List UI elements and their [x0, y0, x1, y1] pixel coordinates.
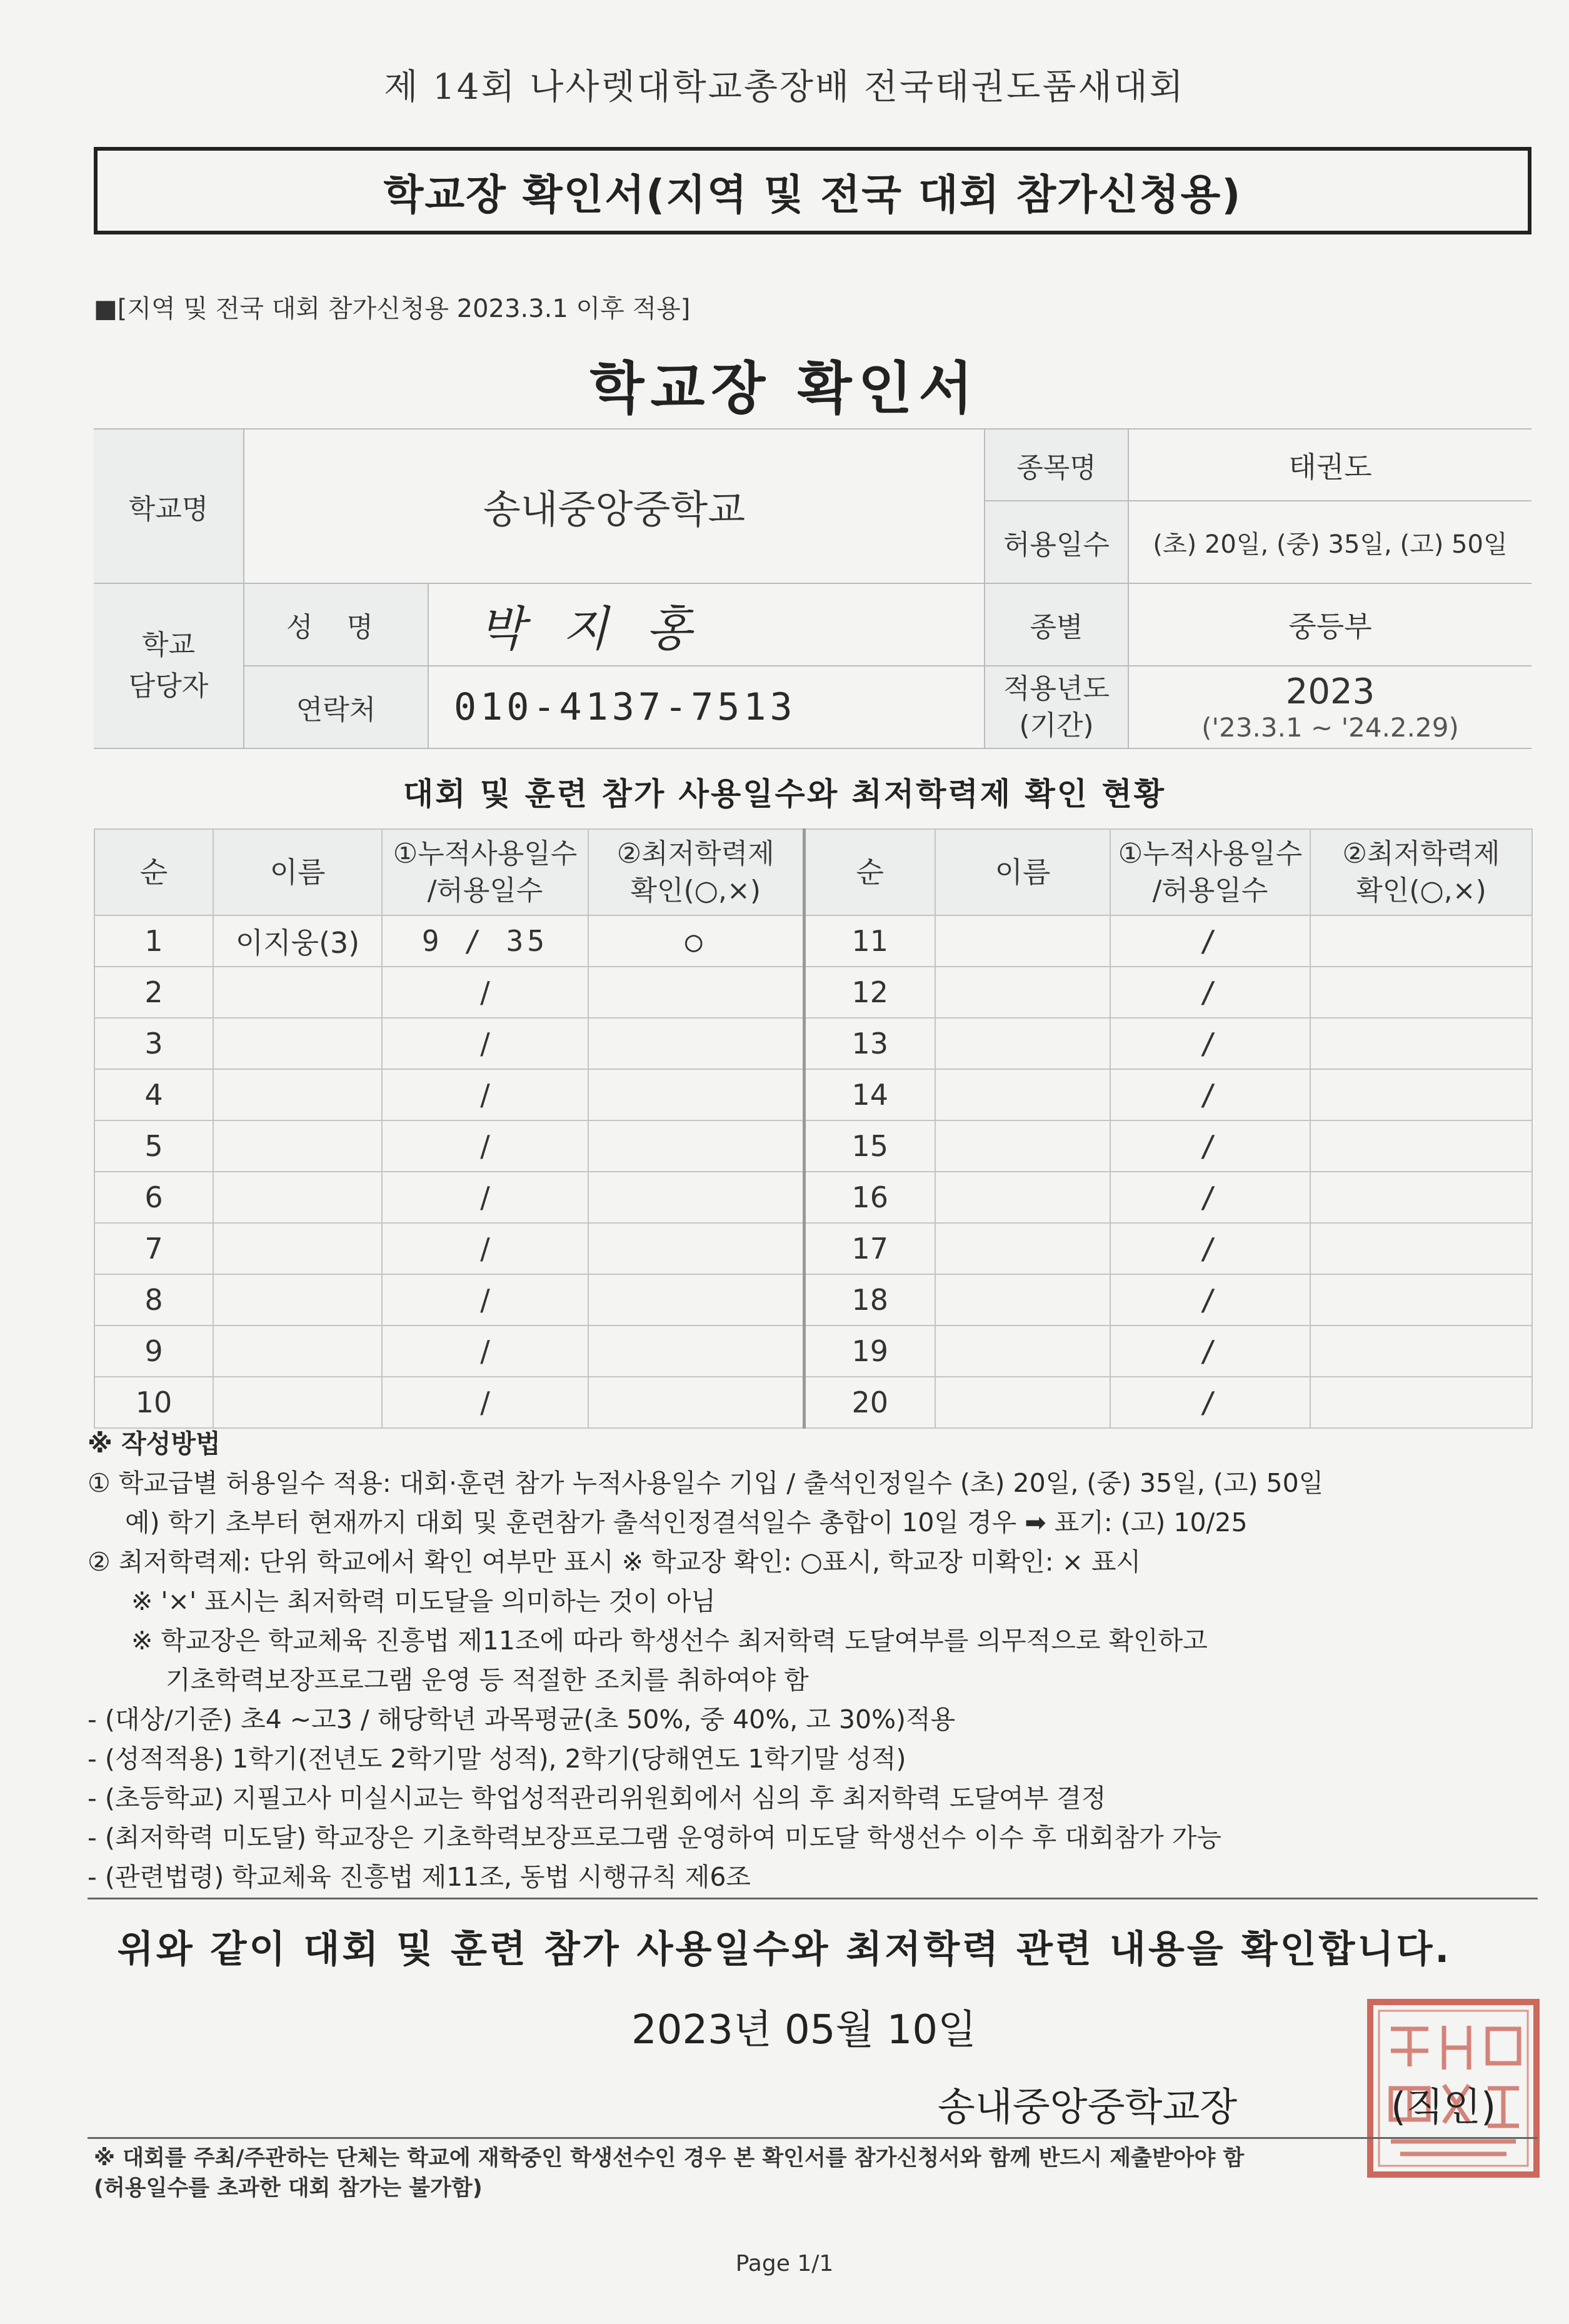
- contact-person-label: 학교 담당자: [94, 583, 244, 748]
- row-minimum-check: [1310, 1120, 1532, 1172]
- header-no: 순: [804, 829, 935, 915]
- row-minimum-check: [588, 1377, 804, 1428]
- instruction-1: ① 학교급별 허용일수 적용: 대회·훈련 참가 누적사용일수 기입 / 출석인정일수 (초) 20일, (중) 35일, (고) 50일: [88, 1468, 1324, 1498]
- allowed-days-label: 허용일수: [985, 501, 1128, 583]
- row-minimum-check: [1310, 1069, 1532, 1120]
- row-no: 4: [94, 1069, 213, 1120]
- row-name: [213, 1069, 382, 1120]
- page-number: Page 1/1: [735, 2251, 834, 2276]
- division-label: 종별: [985, 583, 1128, 666]
- row-no: 19: [804, 1325, 935, 1377]
- instructions-heading: ※ 작성방법: [88, 1429, 221, 1459]
- instruction-2-note-b: ※ 학교장은 학교체육 진흥법 제11조에 따라 학생선수 최저학력 도달여부를 의무적으로 확인하고: [131, 1626, 1208, 1656]
- row-name: [213, 1223, 382, 1274]
- row-minimum-check: [1310, 1274, 1532, 1325]
- row-name: [213, 1377, 382, 1428]
- row-no: 11: [804, 915, 935, 967]
- row-name: [935, 967, 1110, 1018]
- row-minimum-check: [1310, 915, 1532, 967]
- row-name: [935, 1018, 1110, 1069]
- row-days: /: [1110, 915, 1310, 967]
- contact-phone-handwritten: 010-4137-7513: [454, 685, 796, 729]
- divider: [88, 2137, 1538, 2139]
- row-no: 3: [94, 1018, 213, 1069]
- row-days: /: [382, 1223, 588, 1274]
- issue-date: 2023년 05월 10일: [631, 2007, 976, 2053]
- year-label: 적용년도 (기간): [985, 666, 1128, 748]
- row-name: [935, 1377, 1110, 1428]
- divider: [88, 1898, 1538, 1899]
- row-days: /: [382, 1172, 588, 1223]
- form-title-box: [94, 147, 1531, 234]
- writing-instructions: [88, 1424, 1538, 1897]
- row-no: 1: [94, 915, 213, 967]
- row-days: /: [382, 967, 588, 1018]
- row-minimum-check: [1310, 1172, 1532, 1223]
- row-minimum-check: [588, 1018, 804, 1069]
- row-no: 5: [94, 1120, 213, 1172]
- row-days: /: [382, 1120, 588, 1172]
- row-name: [935, 1325, 1110, 1377]
- row-days: /: [382, 1325, 588, 1377]
- table-row: [94, 1223, 1532, 1274]
- table-row: [94, 1172, 1532, 1223]
- row-name: [213, 1018, 382, 1069]
- row-days: 9 / 35: [382, 915, 588, 967]
- row-name: [935, 1172, 1110, 1223]
- row-minimum-check: [1310, 1377, 1532, 1428]
- table-row: [94, 1069, 1532, 1120]
- row-no: 9: [94, 1325, 213, 1377]
- row-minimum-check: [1310, 1018, 1532, 1069]
- instruction-2-note-a: ※ '×' 표시는 최저학력 미도달을 의미하는 것이 아님: [131, 1586, 716, 1616]
- table-row: [94, 1018, 1532, 1069]
- row-days: /: [382, 1069, 588, 1120]
- row-minimum-check: [588, 1172, 804, 1223]
- row-no: 2: [94, 967, 213, 1018]
- row-days: /: [382, 1377, 588, 1428]
- row-no: 17: [804, 1223, 935, 1274]
- row-days: /: [1110, 1377, 1310, 1428]
- row-no: 8: [94, 1274, 213, 1325]
- table-row: [94, 1274, 1532, 1325]
- detail-below-minimum: - (최저학력 미도달) 학교장은 기초학력보장프로그램 운영하여 미도달 학생선수 이수 후 대회참가 가능: [88, 1823, 1221, 1853]
- status-title: 대회 및 훈련 참가 사용일수와 최저학력제 확인 현황: [403, 776, 1166, 812]
- header-no: 순: [94, 829, 213, 915]
- year-period: ('23.3.1 ~ '24.2.29): [1201, 712, 1459, 743]
- footnote: [94, 2143, 1538, 2203]
- row-minimum-check: [1310, 1223, 1532, 1274]
- instruction-2-note-c: 기초학력보장프로그램 운영 등 적절한 조치를 취하여야 함: [166, 1665, 809, 1695]
- header-minimum: ②최저학력제 확인(○,×): [1310, 829, 1532, 915]
- school-name-value: 송내중앙중학교: [244, 429, 985, 583]
- contact-name-handwritten: 박 지 홍: [479, 600, 703, 656]
- header-days: ①누적사용일수 /허용일수: [382, 829, 588, 915]
- participation-table: [94, 828, 1533, 1429]
- school-name-label: 학교명: [94, 429, 244, 583]
- table-row: [94, 1120, 1532, 1172]
- row-name: 이지웅(3): [213, 915, 382, 967]
- row-days: /: [1110, 1018, 1310, 1069]
- row-no: 7: [94, 1223, 213, 1274]
- row-days: /: [382, 1018, 588, 1069]
- row-no: 6: [94, 1172, 213, 1223]
- applicability-note: ■[지역 및 전국 대회 참가신청용 2023.3.1 이후 적용]: [94, 294, 691, 323]
- instruction-2: ② 최저학력제: 단위 학교에서 확인 여부만 표시 ※ 학교장 확인: ○표시, 학교장 미확인: × 표시: [88, 1547, 1141, 1577]
- row-no: 16: [804, 1172, 935, 1223]
- row-days: /: [1110, 1325, 1310, 1377]
- row-no: 14: [804, 1069, 935, 1120]
- row-name: [213, 1120, 382, 1172]
- row-days: /: [1110, 1172, 1310, 1223]
- row-minimum-check: [1310, 1325, 1532, 1377]
- detail-elementary: - (초등학교) 지필고사 미실시교는 학업성적관리위원회에서 심의 후 최저학력 도달여부 결정: [88, 1783, 1106, 1813]
- row-no: 13: [804, 1018, 935, 1069]
- contest-title: 제 14회 나사렛대학교총장배 전국태권도품새대회: [384, 67, 1185, 108]
- detail-grades: - (성적적용) 1학기(전년도 2학기말 성적), 2학기(당해연도 1학기말 성적): [88, 1744, 906, 1774]
- row-name: [935, 1223, 1110, 1274]
- row-days: /: [1110, 1120, 1310, 1172]
- row-days: /: [1110, 967, 1310, 1018]
- row-days: /: [382, 1274, 588, 1325]
- seal-label: (직인): [1391, 2084, 1496, 2130]
- row-minimum-check: [588, 1120, 804, 1172]
- event-value: 태권도: [1128, 429, 1531, 501]
- row-minimum-check: [1310, 967, 1532, 1018]
- row-name: [213, 967, 382, 1018]
- footnote-line-1: ※ 대회를 주최/주관하는 단체는 학교에 재학중인 학생선수인 경우 본 확인서를 참가신청서와 함께 반드시 제출받아야 함: [94, 2146, 1245, 2171]
- row-no: 15: [804, 1120, 935, 1172]
- row-days: /: [1110, 1274, 1310, 1325]
- row-name: [935, 1274, 1110, 1325]
- row-no: 18: [804, 1274, 935, 1325]
- contact-phone-label: 연락처: [244, 666, 428, 748]
- table-row: [94, 967, 1532, 1018]
- event-label: 종목명: [985, 429, 1128, 501]
- row-minimum-check: [588, 1069, 804, 1120]
- division-value: 중등부: [1128, 583, 1531, 666]
- contact-name-label: 성 명: [244, 583, 428, 666]
- row-no: 10: [94, 1377, 213, 1428]
- table-row: [94, 1377, 1532, 1428]
- row-minimum-check: [588, 967, 804, 1018]
- header-name: 이름: [213, 829, 382, 915]
- header-days: ①누적사용일수 /허용일수: [1110, 829, 1310, 915]
- form-title: 학교장 확인서(지역 및 전국 대회 참가신청용): [383, 170, 1242, 219]
- row-days: /: [1110, 1069, 1310, 1120]
- allowed-days-value: (초) 20일, (중) 35일, (고) 50일: [1128, 501, 1531, 583]
- year-value: 2023: [1285, 672, 1375, 712]
- row-minimum-check: [588, 1274, 804, 1325]
- row-name: [935, 1069, 1110, 1120]
- detail-law: - (관련법령) 학교체육 진흥법 제11조, 동법 시행규칙 제6조: [88, 1862, 751, 1892]
- table-row: [94, 1325, 1532, 1377]
- header-name: 이름: [935, 829, 1110, 915]
- instruction-1-example: 예) 학기 초부터 현재까지 대회 및 훈련참가 출석인정결석일수 총합이 10일 경우 ➡ 표기: (고) 10/25: [125, 1507, 1248, 1537]
- footnote-line-2: (허용일수를 초과한 대회 참가는 불가함): [94, 2176, 483, 2201]
- header-minimum: ②최저학력제 확인(○,×): [588, 829, 804, 915]
- row-minimum-check: [588, 1325, 804, 1377]
- row-name: [935, 1120, 1110, 1172]
- principal-title: 송내중앙중학교장: [938, 2084, 1238, 2130]
- detail-target: - (대상/기준) 초4 ~고3 / 해당학년 과목평균(초 50%, 중 40%, 고 30%)적용: [88, 1704, 956, 1734]
- row-name: [213, 1274, 382, 1325]
- row-days: /: [1110, 1223, 1310, 1274]
- row-name: [935, 915, 1110, 967]
- row-no: 20: [804, 1377, 935, 1428]
- row-no: 12: [804, 967, 935, 1018]
- row-minimum-check: ○: [588, 915, 804, 967]
- document-title: 학교장 확인서: [589, 356, 980, 421]
- row-name: [213, 1172, 382, 1223]
- table-row: [94, 915, 1532, 967]
- table-header-row: [94, 829, 1532, 915]
- confirmation-statement: 위와 같이 대회 및 훈련 참가 사용일수와 최저학력 관련 내용을 확인합니다.: [117, 1928, 1452, 1971]
- row-minimum-check: [588, 1223, 804, 1274]
- school-info-table: [94, 428, 1531, 749]
- row-name: [213, 1325, 382, 1377]
